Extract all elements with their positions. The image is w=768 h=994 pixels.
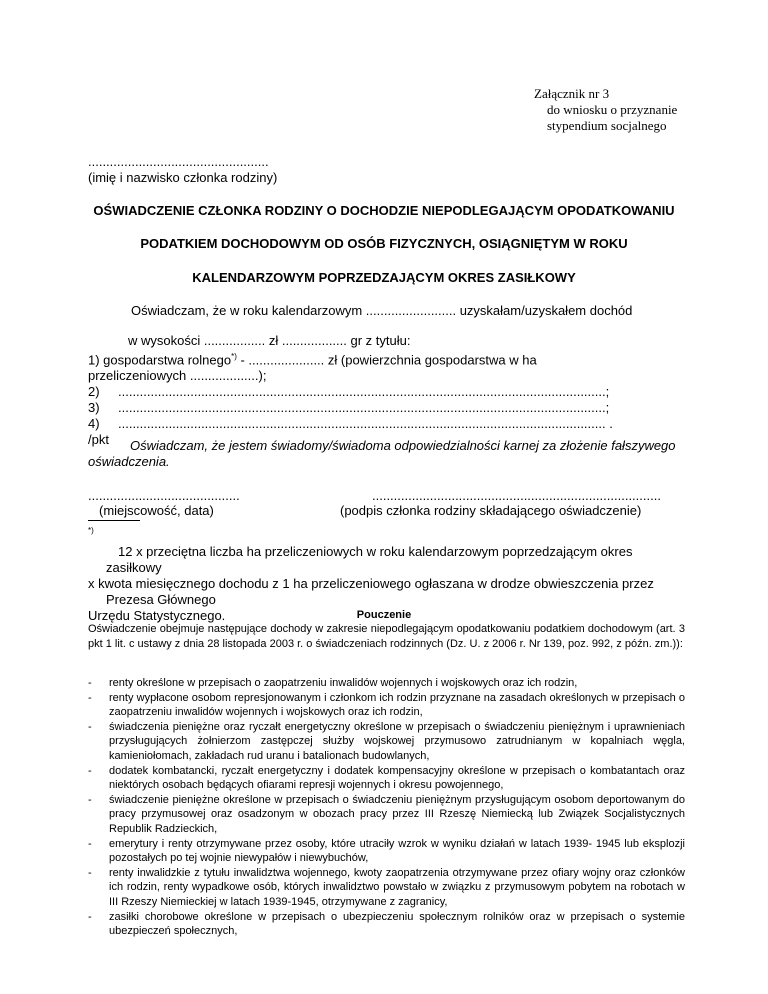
signature-dots: ................................................................................ (372, 488, 661, 503)
pkt-label: /pkt (88, 432, 109, 448)
place-date-label: (miejscowość, data) (99, 503, 214, 518)
annex-number: Załącznik nr 3 (534, 86, 610, 101)
income-item-1-value: - ..................... zł (powierzchnia gospodarstwa w ha (236, 352, 537, 368)
footnote-ref: *) (231, 352, 237, 361)
member-name-field (88, 154, 277, 186)
liability-line-1: Oświadczam, że jestem świadomy/świadoma odpowiedzialności karnej za złożenie fałszywego (130, 438, 676, 453)
income-item-3-num: 3) (88, 400, 100, 416)
member-name-dots: .................................................. (88, 154, 269, 169)
title-line-1: OŚWIADCZENIE CZŁONKA RODZINY O DOCHODZIE NIEPODLEGAJĄCYM OPODATKOWANIU (93, 203, 675, 218)
footnote-mark: *) (88, 526, 94, 535)
footnote-line-2: x kwota miesięcznego dochodu z 1 ha przeliczeniowego ogłaszana w drodze obwieszczenia przez (88, 576, 654, 591)
annex-subtitle-2: stypendium socjalnego (547, 118, 667, 133)
income-amount-line: w wysokości ................. zł .................. gr z tytułu: (128, 333, 411, 348)
list-item: - dodatek kombatancki, ryczałt energetyczny i dodatek kompensacyjny określone w przepisach o kombatantach oraz niektórych osobach będących ofiarami represji wojennych i okresu powojennego, (88, 764, 685, 793)
list-item: - renty wypłacone osobom represjonowanym i członkom ich rodzin przyznane na zasadach określonych w przepisach o zaopatrzeniu inwalidów wojennych i wojskowych oraz ich rodzin, (88, 691, 685, 720)
income-item-2-num: 2) (88, 384, 100, 400)
member-name-label: (imię i nazwisko członka rodziny) (88, 170, 278, 185)
income-item-3-dots: .......................................................................................................................................; (118, 400, 610, 416)
pouczenie-intro: Oświadczenie obejmuje następujące dochody w zakresie niepodlegającym opodatkowaniu podatkiem dochodowym (art. 3 pkt 1 lit. c ustawy z dnia 28 listopada 2003 r. o świadczeniach rodzinnych (Dz. U. z 2006 r. Nr 139, poz. 992, z późn. zm.)): (88, 623, 685, 650)
annex-subtitle-1: do wniosku o przyznanie (547, 102, 678, 117)
footnote-line-3: Urzędu Statystycznego. (88, 608, 226, 623)
declaration-year-line: Oświadczam, że w roku kalendarzowym ......................... uzyskałam/uzyskałem dochód (131, 303, 633, 318)
list-item: - zasiłki chorobowe określone w przepisach o ubezpieczeniu społecznym rolników oraz w przepisach o systemie ubezpieczeń społecznych, (88, 910, 685, 939)
list-item: - renty inwalidzkie z tytułu inwalidztwa wojennego, kwoty zaopatrzenia otrzymywane przez ofiary wojny oraz członków ich rodzin, renty wypadkowe osób, których inwalidztwo powstało w związku z przymusowym pobytem na robotach w III Rzeszy Niemieckiej w latach 1939-1945, otrzymywane z zagranicy, (88, 866, 685, 910)
list-item: - świadczenia pieniężne oraz ryczałt energetyczny określone w przepisach o świadczeniu pieniężnym i uprawnieniach przysługujących żołnierzom zastępczej służby wojskowej przymusowo zatrudnianym w kopalniach węgla, kamieniołomach, zakładach rud uranu i batalionach budowlanych, (88, 720, 685, 764)
footnote-line-1-cont: zasiłkowy (106, 560, 162, 575)
income-item-1-label: 1) gospodarstwa rolnego (88, 352, 232, 368)
list-item: - emerytury i renty otrzymywane przez osoby, które utraciły wzrok w wyniku działań w latach 1939- 1945 lub eksplozji pozostałych po tej wojnie niewypałów i niewybuchów, (88, 837, 685, 866)
income-item-1 (88, 349, 688, 368)
income-item-4 (88, 416, 688, 432)
signature-label: (podpis członka rodziny składającego oświadczenie) (340, 503, 642, 518)
place-date-dots: .......................................... (88, 488, 240, 503)
annex-header (534, 86, 734, 134)
income-sources (88, 333, 688, 448)
pouczenie-title: Pouczenie (356, 609, 412, 621)
footnote-line-1: 12 x przeciętna liczba ha przeliczeniowych w roku kalendarzowym poprzedzającym okres (118, 544, 633, 559)
income-item-1-cont: przeliczeniowych ...................); (88, 368, 267, 384)
footnote-line-2-cont: Prezesa Głównego (106, 592, 216, 607)
title-line-3: KALENDARZOWYM POPRZEDZAJĄCYM OKRES ZASIŁKOWY (192, 270, 576, 285)
income-item-4-num: 4) (88, 416, 100, 432)
liability-statement (88, 438, 685, 470)
income-item-3 (88, 400, 688, 416)
income-item-4-dots: ....................................................................................................................................... . (118, 416, 613, 432)
list-item: - renty określone w przepisach o zaopatrzeniu inwalidów wojennych i wojskowych oraz ich rodzin, (88, 676, 685, 691)
income-item-2-dots: .......................................................................................................................................; (118, 384, 610, 400)
footnote-divider (88, 520, 140, 521)
list-item: - świadczenie pieniężne określone w przepisach o świadczeniu pieniężnym przysługującym osobom deportowanym do pracy przymusowej oraz osadzonym w obozach pracy przez III Rzeszę Niemiecką lub Związek Socjalistycznych Republik Radzieckich, (88, 793, 685, 837)
income-item-2 (88, 384, 688, 400)
liability-line-2: oświadczenia. (88, 454, 170, 469)
title-line-2: PODATKIEM DOCHODOWYM OD OSÓB FIZYCZNYCH, OSIĄGNIĘTYM W ROKU (140, 236, 628, 251)
income-types-list (88, 676, 685, 939)
